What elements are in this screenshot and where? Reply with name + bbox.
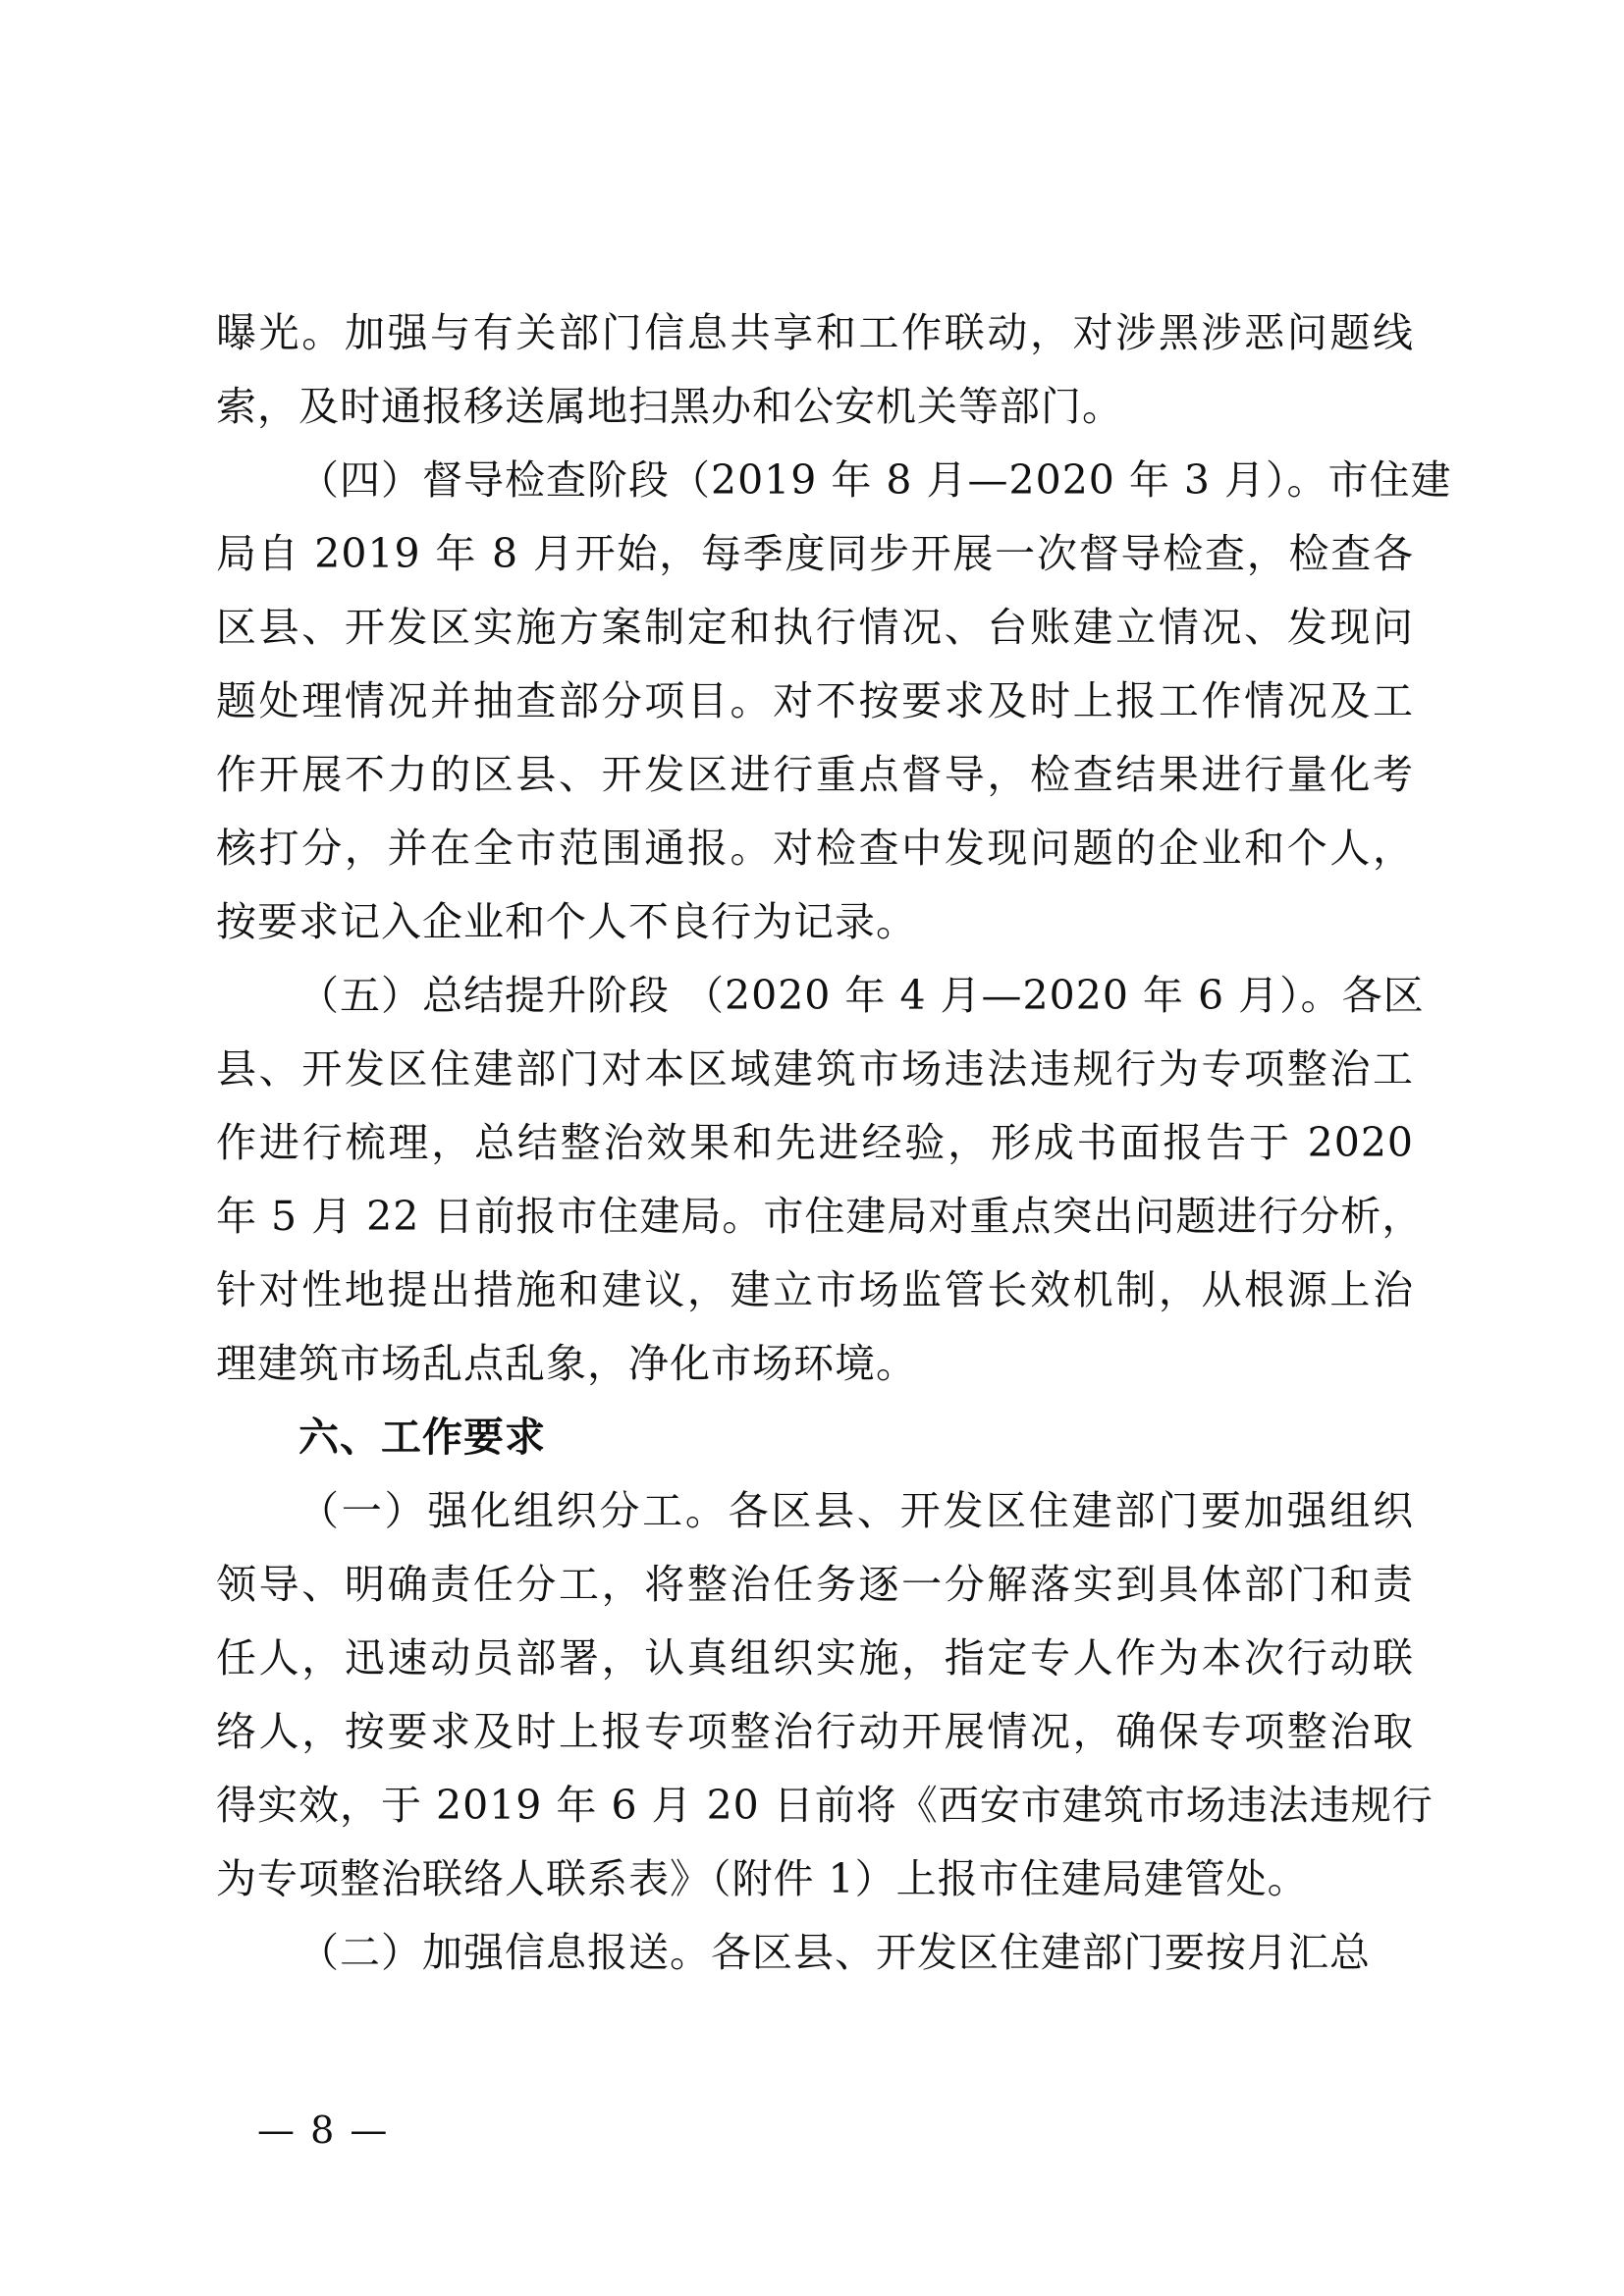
text-line: 局自 2019 年 8 月开始，每季度同步开展一次督导检查，检查各 <box>216 530 1414 577</box>
text-line: 理建筑市场乱点乱象，净化市场环境。 <box>216 1340 917 1387</box>
text-line: 索，及时通报移送属地扫黑办和公安机关等部门。 <box>216 383 1123 430</box>
section-heading: 六、工作要求 <box>298 1414 546 1461</box>
text-line: 年 5 月 22 日前报市住建局。市住建局对重点突出问题进行分析， <box>216 1193 1424 1240</box>
page-number: — 8 — <box>257 2109 390 2152</box>
text-line: 曝光。加强与有关部门信息共享和工作联动，对涉黑涉恶问题线 <box>216 309 1414 356</box>
text-line: 为专项整治联络人联系表》（附件 1）上报市住建局建管处。 <box>216 1855 1309 1902</box>
text-line: 核打分，并在全市范围通报。对检查中发现问题的企业和个人， <box>216 825 1414 872</box>
text-line: （四）督导检查阶段（2019 年 8 月—2020 年 3 月）。市住建 <box>298 456 1452 504</box>
text-line: 领导、明确责任分工，将整治任务逐一分解落实到具体部门和责 <box>216 1561 1414 1608</box>
text-line: 作开展不力的区县、开发区进行重点督导，检查结果进行量化考 <box>216 751 1414 798</box>
text-line: 按要求记入企业和个人不良行为记录。 <box>216 898 917 945</box>
text-line: 络人，按要求及时上报专项整治行动开展情况，确保专项整治取 <box>216 1708 1414 1755</box>
text-line: 区县、开发区实施方案制定和执行情况、台账建立情况、发现问 <box>216 604 1414 651</box>
text-line: 任人，迅速动员部署，认真组织实施，指定专人作为本次行动联 <box>216 1634 1414 1682</box>
text-line: （五）总结提升阶段 （2020 年 4 月—2020 年 6 月）。各区 <box>298 972 1425 1019</box>
text-line: 针对性地提出措施和建议，建立市场监管长效机制，从根源上治 <box>216 1266 1414 1313</box>
text-line: （一）强化组织分工。各区县、开发区住建部门要加强组织 <box>298 1487 1414 1534</box>
text-line: 题处理情况并抽查部分项目。对不按要求及时上报工作情况及工 <box>216 677 1414 724</box>
text-line: 县、开发区住建部门对本区域建筑市场违法违规行为专项整治工 <box>216 1045 1414 1093</box>
text-line: 作进行梳理，总结整治效果和先进经验，形成书面报告于 2020 <box>216 1119 1414 1166</box>
text-line: （二）加强信息报送。各区县、开发区住建部门要按月汇总 <box>298 1929 1371 1976</box>
text-line: 得实效，于 2019 年 6 月 20 日前将《西安市建筑市场违法违规行 <box>216 1782 1434 1829</box>
